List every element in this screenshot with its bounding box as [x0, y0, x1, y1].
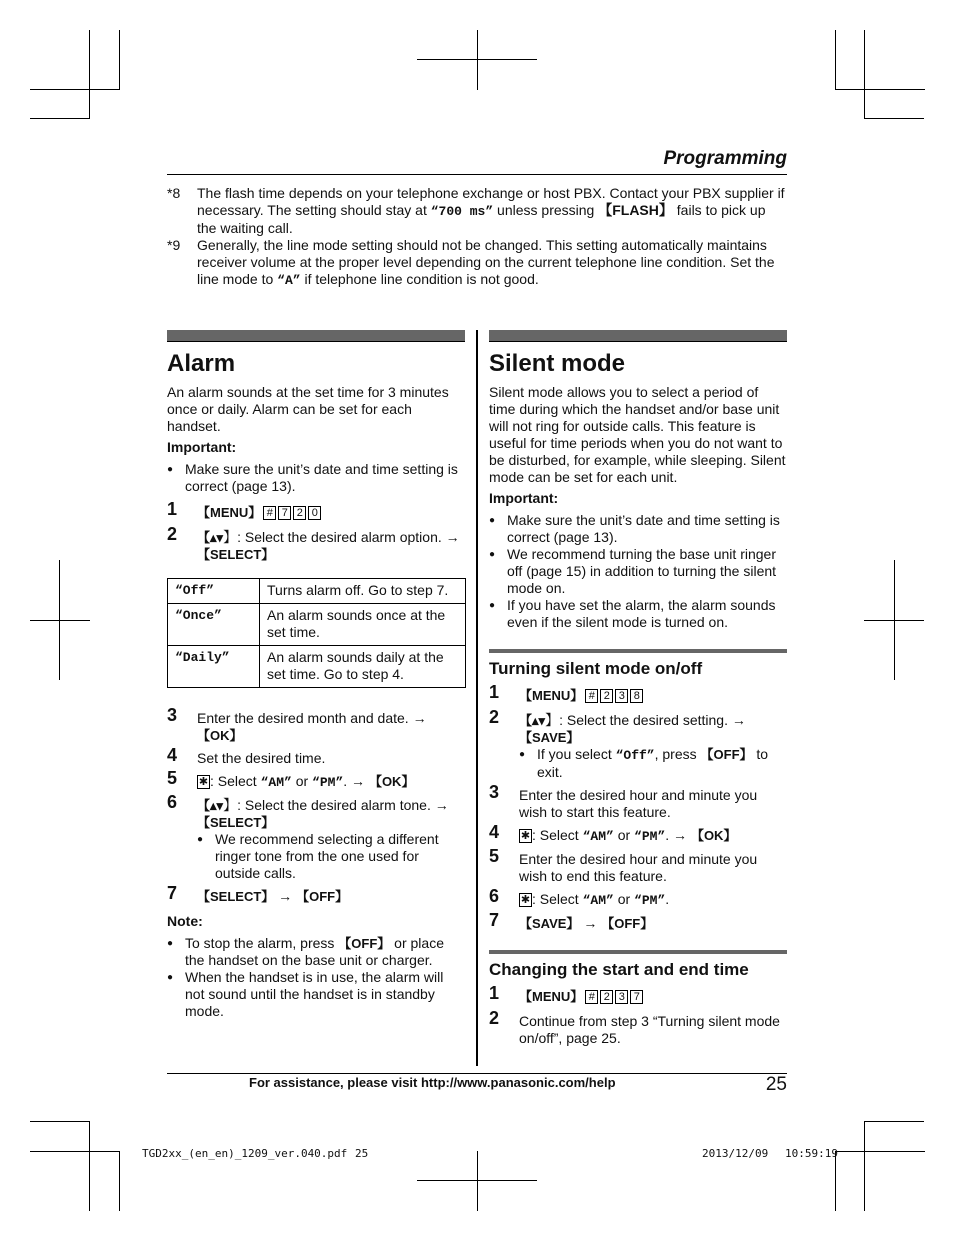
change-step-2: 2 Continue from step 3 “Turning silent mode on/off”, page 25. [489, 1008, 780, 1046]
note-item: ● To stop the alarm, press 【OFF】 or place the handset on the base unit or charger. [167, 935, 465, 969]
updown-icon: ▴▾ [210, 530, 224, 545]
important-item: ● If you have set the alarm, the alarm sounds even if the silent mode is turned on. [489, 597, 787, 631]
important-item: ● Make sure the unit’s date and time setting is correct (page 13). [167, 461, 465, 495]
footnote-9: *9 Generally, the line mode setting should not be changed. This setting automatically maintains receiver volume at the proper level depending on the current telephone line condition. Set the line mode to “A” if telephone line condition is not good. [167, 237, 775, 288]
silent-step-5: 5 Enter the desired hour and minute you wish to end this feature. [489, 846, 758, 884]
table-row: “Off” Turns alarm off. Go to step 7. [168, 579, 466, 604]
star-key-icon: ✱ [520, 830, 531, 843]
alarm-step-6-note: ● We recommend selecting a different ringer tone from the one used for outside calls. [197, 831, 465, 882]
important-label: Important: [489, 490, 559, 506]
section-bar [167, 330, 465, 342]
alarm-step-3: 3 Enter the desired month and date. → 【OK】 [167, 705, 427, 743]
alarm-section [167, 330, 465, 1020]
alarm-title: Alarm [167, 350, 236, 377]
alarm-step-4: 4 Set the desired time. [167, 745, 326, 766]
print-file: TGD2xx_(en_en)_1209_ver.040.pdf [142, 1147, 348, 1160]
alarm-step-5: 5 ✱ : Select “AM” or “PM”. → 【OK】 [167, 768, 415, 790]
column-divider [476, 330, 478, 1066]
star-key-icon: ✱ [520, 894, 531, 907]
subsection-title: Turning silent mode on/off [489, 659, 703, 678]
page-header [167, 146, 787, 175]
change-step-1: 1 【MENU】 # 2 3 7 [489, 988, 787, 1005]
note-item: ● When the handset is in use, the alarm will not sound until the handset is in standby mode. [167, 969, 465, 1020]
table-row: “Once” An alarm sounds once at the set time. [168, 604, 466, 646]
star-key-icon: ✱ [198, 776, 209, 789]
page-number: 25 [765, 1074, 787, 1095]
alarm-step-6: 6 【▴▾】: Select the desired alarm tone. → 【SELECT】 ● We recommend selecting a different ringer tone from the one used for outside calls. [167, 797, 465, 882]
silent-step-2-note: ● If you select “Off”, press 【OFF】 to exit. [519, 746, 787, 781]
subsection-rule [489, 649, 787, 653]
section-bar [489, 330, 787, 342]
subsection-rule [489, 950, 787, 954]
important-item: ● We recommend turning the base unit ringer off (page 15) in addition to turning the silent mode on. [489, 546, 787, 597]
note-label: Note: [167, 913, 203, 929]
assistance-link-text: For assistance, please visit http://www.panasonic.com/help [249, 1075, 616, 1090]
print-date: 2013/12/09 [702, 1147, 769, 1160]
silent-mode-section [489, 330, 787, 1047]
alarm-step-1: 1 【MENU】 # 7 2 0 [167, 504, 465, 521]
updown-icon: ▴▾ [532, 713, 546, 728]
silent-step-1: 1 【MENU】 # 2 3 8 [489, 687, 787, 704]
silent-mode-title: Silent mode [489, 350, 626, 377]
print-time: 10:59:19 [785, 1147, 838, 1160]
alarm-options-table [167, 578, 466, 688]
important-item: ● Make sure the unit’s date and time setting is correct (page 13). [489, 512, 787, 546]
silent-step-6: 6 ✱ : Select “AM” or “PM”. [489, 886, 670, 908]
updown-icon: ▴▾ [210, 798, 224, 813]
silent-mode-intro: Silent mode allows you to select a period of time during which the handset and/or base unit will not ring for outside calls. This feature is useful for time periods when you do not want to be disturbed, for example, while sleeping. Silent mode can be set for each unit. [489, 384, 786, 485]
silent-step-3: 3 Enter the desired hour and minute you wish to start this feature. [489, 782, 758, 820]
alarm-step-2: 2 【▴▾】: Select the desired alarm option. → 【SELECT】 [167, 524, 460, 562]
print-page: 25 [355, 1147, 369, 1160]
alarm-intro: An alarm sounds at the set time for 3 minutes once or daily. Alarm can be set for each handset. [167, 384, 449, 434]
page-footer [167, 1073, 787, 1095]
silent-step-7: 7 【SAVE】 → 【OFF】 [489, 910, 654, 931]
silent-step-4: 4 ✱ : Select “AM” or “PM”. → 【OK】 [489, 822, 737, 844]
footnote-8: *8 The flash time depends on your telephone exchange or host PBX. Contact your PBX supplier if necessary. The setting should stay at “700 ms” unless pressing 【FLASH】 fails to pick up the waiting call. [167, 185, 785, 236]
alarm-step-7: 7 【SELECT】 → 【OFF】 [167, 883, 349, 904]
important-label: Important: [167, 439, 237, 455]
table-row: “Daily” An alarm sounds daily at the set time. Go to step 4. [168, 646, 466, 688]
section-title: Programming [663, 148, 787, 169]
silent-step-2: 2 【▴▾】: Select the desired setting. → 【SAVE】 ● If you select “Off”, press 【OFF】 to exit. [489, 712, 787, 781]
subsection-title: Changing the start and end time [489, 960, 749, 979]
